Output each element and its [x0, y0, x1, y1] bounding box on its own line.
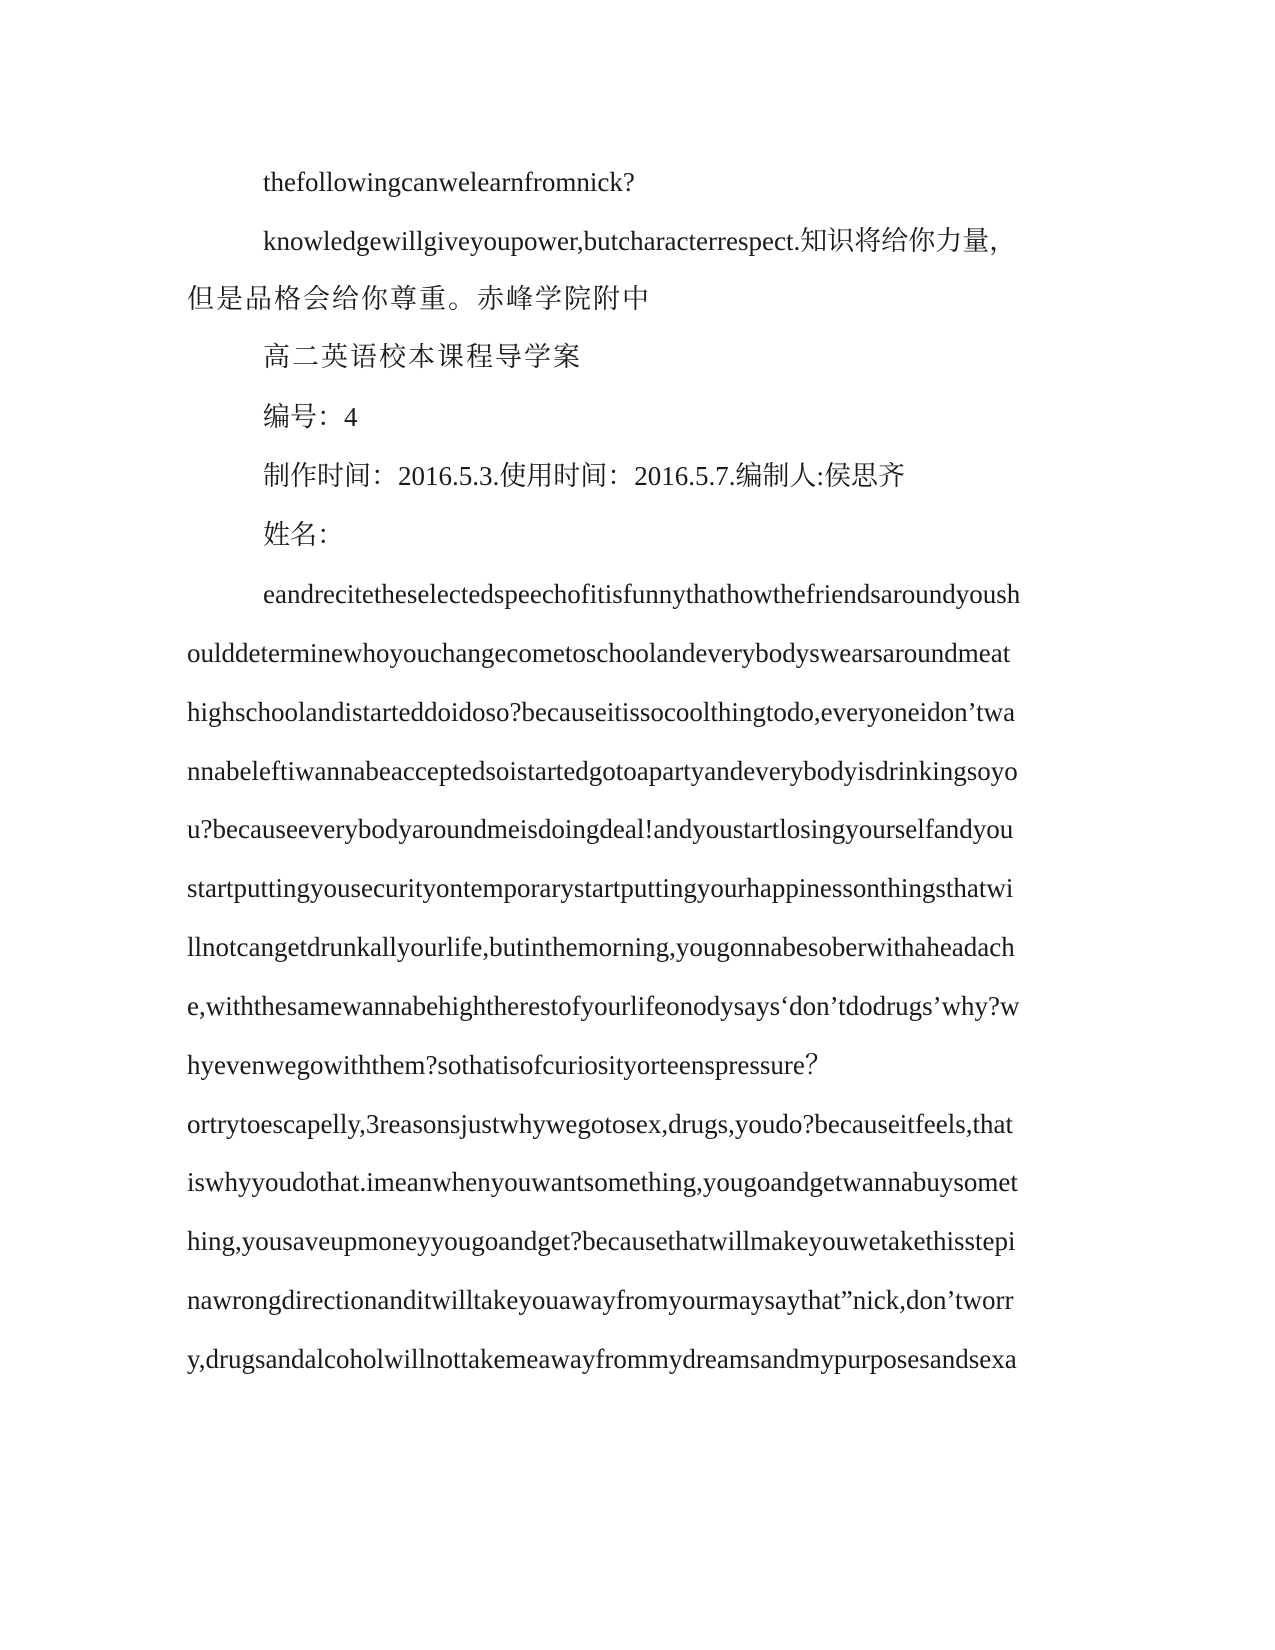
body-line: startputtingyousecurityontemporarystartputtingyourhappinessonthingsthatwi	[187, 873, 1014, 903]
body-line: e,withthesamewannabehightherestofyourlifeonodysays‘don’tdodrugs’why?w	[187, 991, 1020, 1021]
body-line: oulddeterminewhoyouchangecometoschoolandeverybodyswearsaroundmeat	[187, 638, 1011, 668]
body-line: nnabeleftiwannabeacceptedsoistartedgotoapartyandeverybodyisdrinkingsoyo	[187, 756, 1018, 786]
body-line: llnotcangetdrunkallyourlife,butinthemorning,yougonnabesoberwithaheadach	[187, 932, 1015, 962]
body-line: y,drugsandalcoholwillnottakemeawayfrommydreamsandmypurposesandsexa	[187, 1344, 1017, 1374]
date-author-line: 制作时间：2016.5.3.使用时间：2016.5.7.编制人:侯思齐	[263, 461, 906, 491]
question-line: thefollowingcanwelearnfromnick?	[263, 167, 635, 197]
body-line: nawrongdirectionanditwilltakeyouawayfromyourmaysaythat”nick,don’tworr	[187, 1285, 1014, 1315]
school-line: 但是品格会给你尊重。赤峰学院附中	[187, 284, 651, 315]
body-line: highschoolandistarteddoidoso?becauseitissocoolthingtodo,everyoneidon’twa	[187, 697, 1016, 727]
body-line: hing,yousaveupmoneyyougoandget?becausethatwillmakeyouwetakethisstepi	[187, 1226, 1016, 1256]
body-line: eandrecitetheselectedspeechofitisfunnythathowthefriendsaroundyoush	[263, 579, 1021, 609]
course-title: 高二英语校本课程导学案	[263, 342, 582, 373]
quote-line: knowledgewillgiveyoupower,butcharacterrespect.知识将给你力量，	[263, 226, 1017, 256]
body-line: u?becauseeverybodyaroundmeisdoingdeal!andyoustartlosingyourselfandyou	[187, 814, 1014, 844]
body-line: ortrytoescapelly,3reasonsjustwhywegotosex,drugs,youdo?becauseitfeels,that	[187, 1109, 1014, 1139]
name-field-label: 姓名：	[263, 520, 344, 550]
body-line: hyevenwegowiththem?sothatisofcuriosityorteenspressure？	[187, 1050, 832, 1080]
serial-number: 编号：4	[263, 402, 358, 432]
body-line: iswhyyoudothat.imeanwhenyouwantsomething,yougoandgetwannabuysomet	[187, 1167, 1018, 1197]
